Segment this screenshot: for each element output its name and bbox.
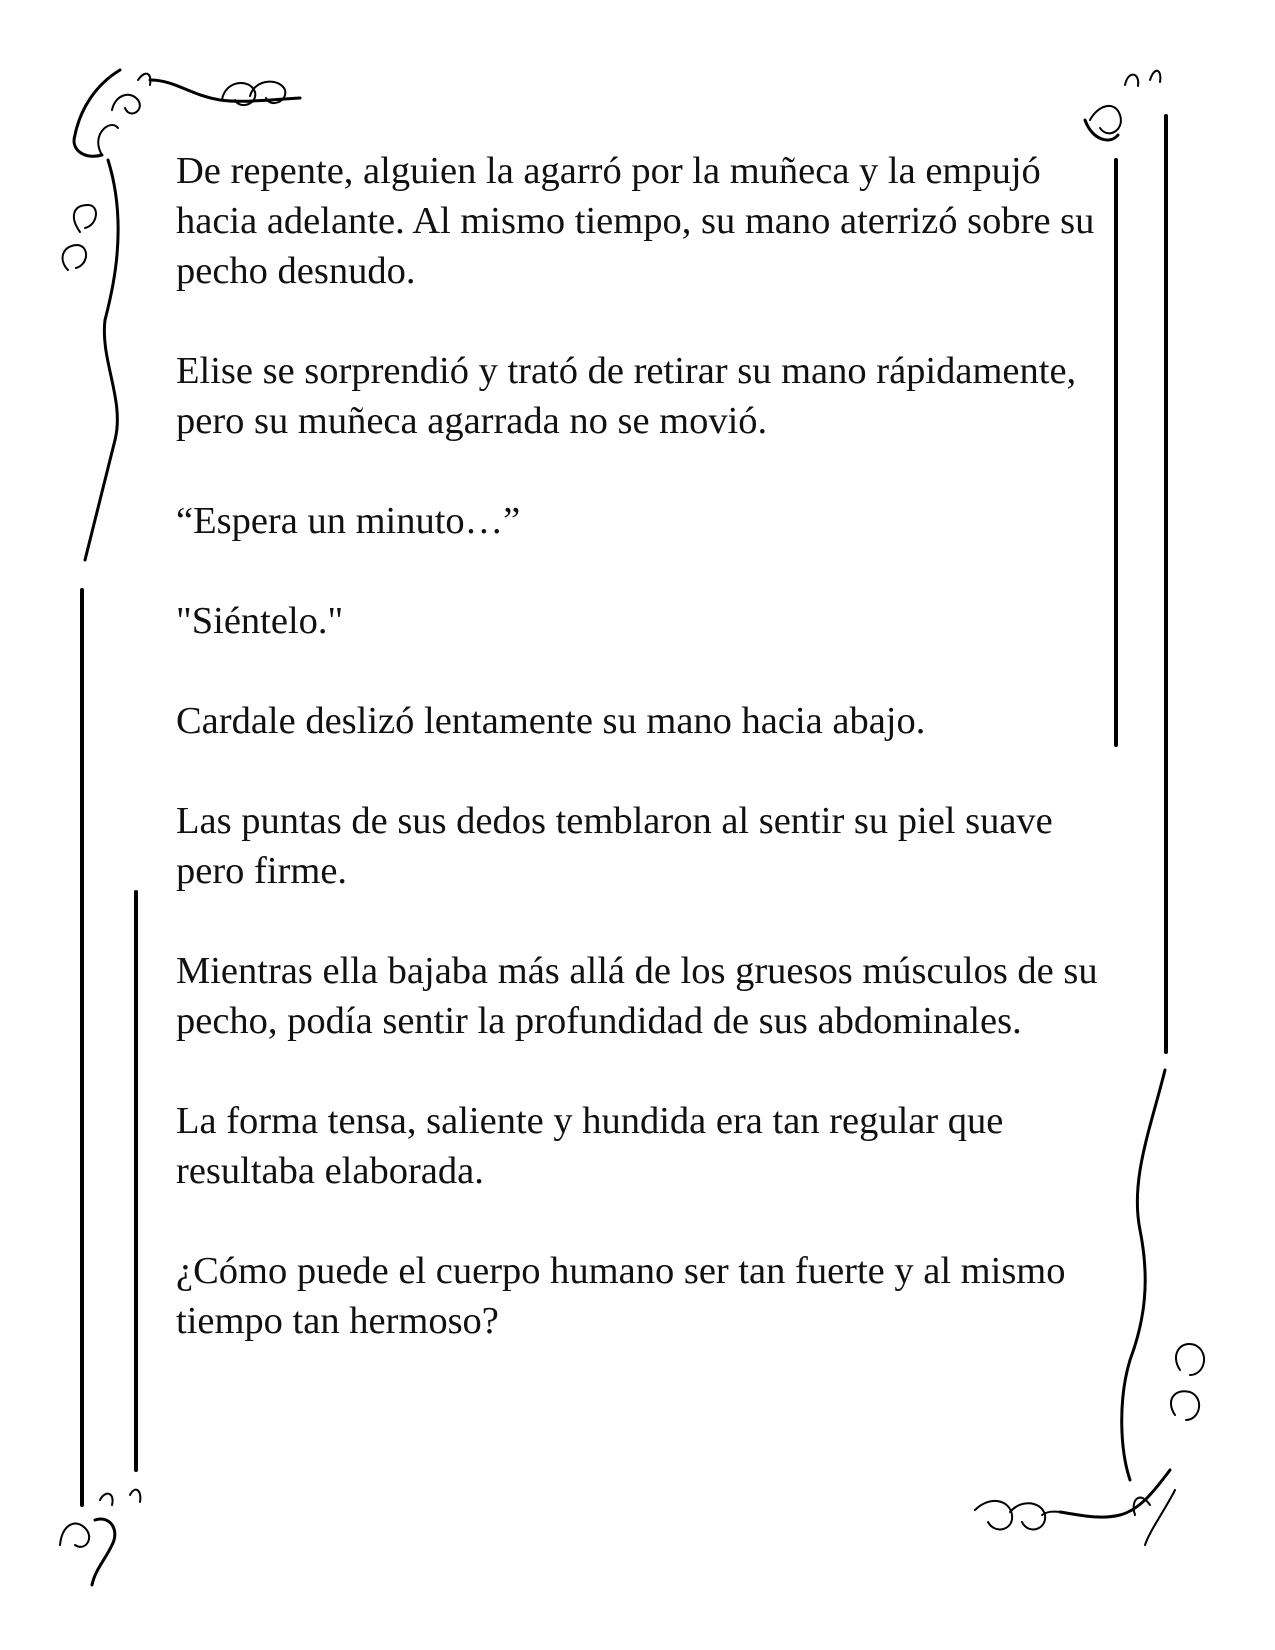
paragraph: "Siéntelo." [176,600,344,642]
paragraph: La forma tensa, saliente y hundida era tan regular que resultaba elaborada. [176,1100,1004,1192]
story-text [176,146,1106,1396]
bottom-left-flourish-icon [60,1490,140,1585]
paragraph: Las puntas de sus dedos temblaron al sentir su piel suave pero firme. [176,800,1053,892]
paragraph: “Espera un minuto…” [176,500,521,542]
paragraph: Elise se sorprendió y trató de retirar su mano rápidamente, pero su muñeca agarrada no se movió. [176,350,1077,442]
paragraph: Mientras ella bajaba más allá de los gruesos músculos de su pecho, podía sentir la profundidad de sus abdominales. [176,950,1098,1042]
paragraph: Cardale deslizó lentamente su mano hacia abajo. [176,700,926,742]
paragraph: ¿Cómo puede el cuerpo humano ser tan fuerte y al mismo tiempo tan hermoso? [176,1250,1066,1342]
paragraph: De repente, alguien la agarró por la muñeca y la empujó hacia adelante. Al mismo tiempo, su mano aterrizó sobre su pecho desnudo. [176,150,1095,292]
